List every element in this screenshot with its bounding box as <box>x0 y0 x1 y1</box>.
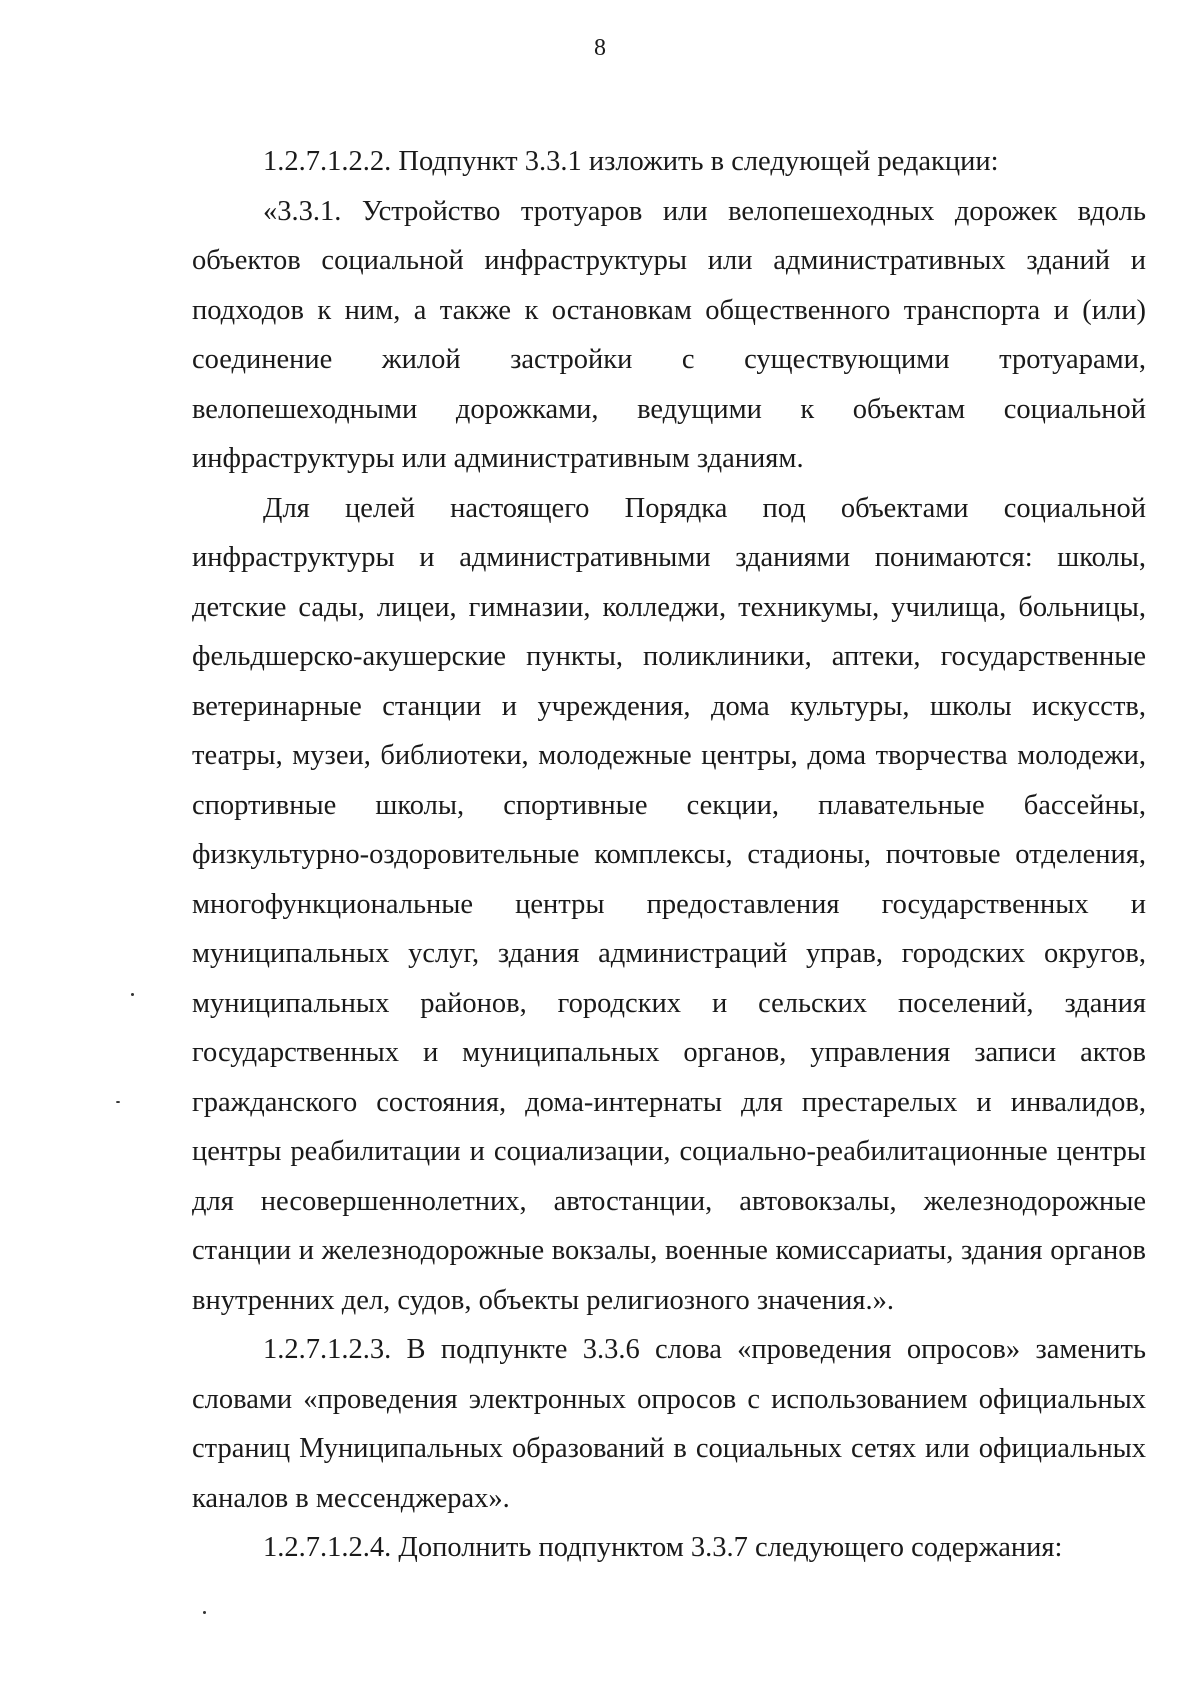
page-number: 8 <box>594 35 606 61</box>
paragraph-clause-3-3-1: «3.3.1. Устройство тротуаров или велопешеходных дорожек вдоль объектов социальной инфраструктуры или административных зданий и подходов к ним, а также к остановкам общественного транспорта и (или) соединение жилой застройки с существующими тротуарами, велопешеходными дорожками, ведущими к объектам социальной инфраструктуры или административным зданиям. <box>192 195 1146 474</box>
paragraph-subclause-1-2-7-1-2-2: 1.2.7.1.2.2. Подпункт 3.3.1 изложить в следующей редакции: <box>263 146 999 177</box>
scan-speck <box>203 1611 206 1614</box>
scan-speck <box>116 1101 120 1103</box>
scan-speck <box>131 993 134 996</box>
paragraph-subclause-1-2-7-1-2-4: 1.2.7.1.2.4. Дополнить подпунктом 3.3.7 следующего содержания: <box>263 1532 1063 1563</box>
paragraph-subclause-1-2-7-1-2-3: 1.2.7.1.2.3. В подпункте 3.3.6 слова «проведения опросов» заменить словами «проведения электронных опросов с использованием официальных страниц Муниципальных образований в социальных сетях или официальных каналов в мессенджерах». <box>192 1334 1146 1514</box>
paragraph-social-infrastructure-definition: Для целей настоящего Порядка под объектами социальной инфраструктуры и административными зданиями понимаются: школы, детские сады, лицеи, гимназии, колледжи, техникумы, училища, больницы, фельдшерско-акушерские пункты, поликлиники, аптеки, государственные ветеринарные станции и учреждения, дома культуры, школы искусств, театры, музеи, библиотеки, молодежные центры, дома творчества молодежи, спортивные школы, спортивные секции, плавательные бассейны, физкультурно-оздоровительные комплексы, стадионы, почтовые отделения, многофункциональные центры предоставления государственных и муниципальных услуг, здания администраций управ, городских округов, муниципальных районов, городских и сельских поселений, здания государственных и муниципальных органов, управления записи актов гражданского состояния, дома-интернаты для престарелых и инвалидов, центры реабилитации и социализации, социально-реабилитационные центры для несовершеннолетних, автостанции, автовокзалы, железнодорожные станции и железнодорожные вокзалы, военные комиссариаты, здания органов внутренних дел, судов, объекты религиозного значения.». <box>192 492 1146 1316</box>
document-body <box>192 137 1146 1573</box>
